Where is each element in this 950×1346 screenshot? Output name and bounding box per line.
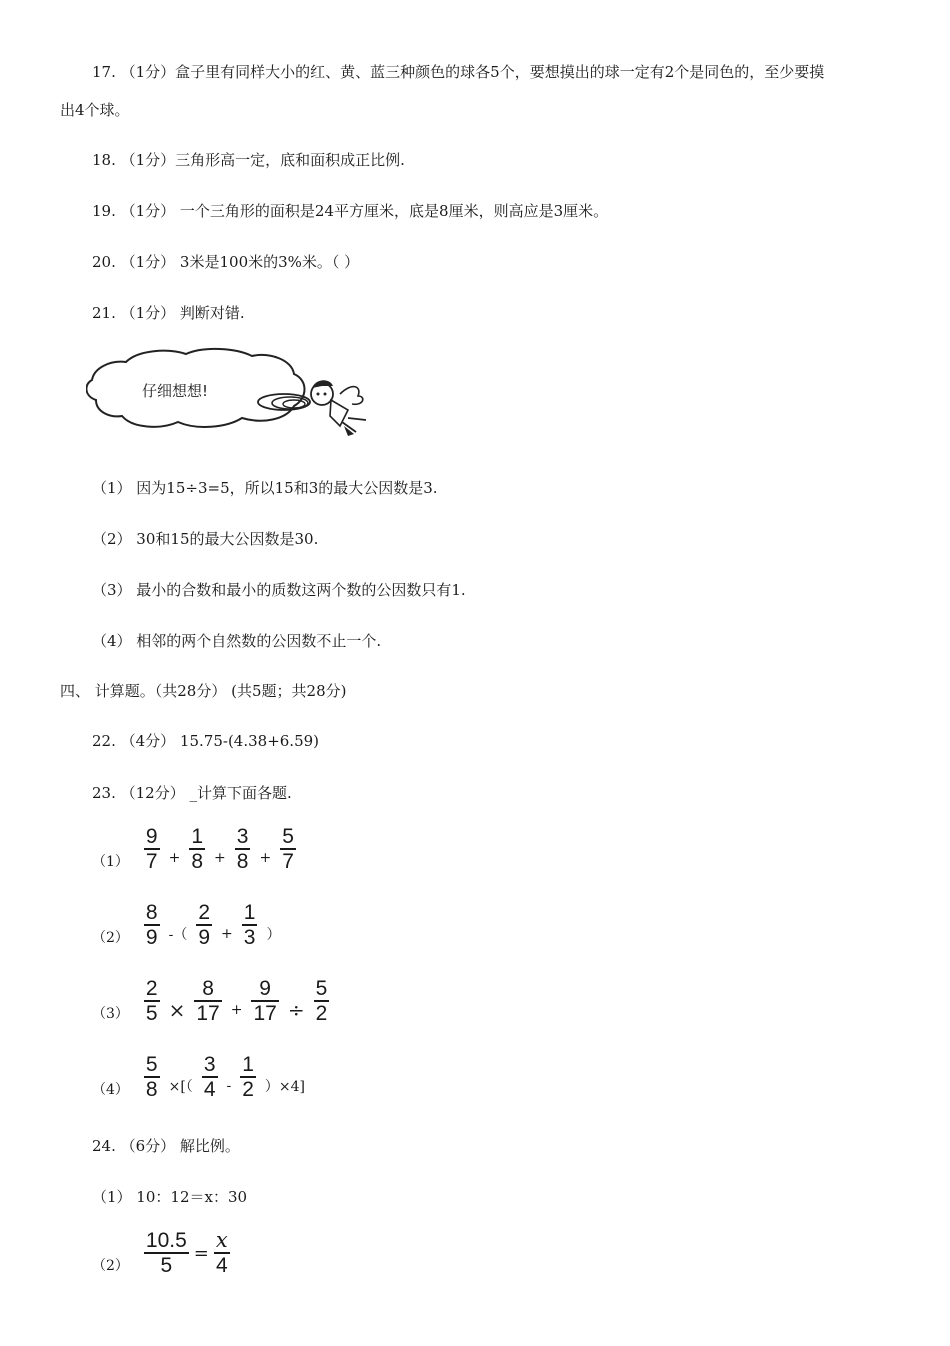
closing-paren: ） xyxy=(266,927,281,943)
fraction: $\frac{5}{2}$ xyxy=(315,977,328,1025)
q23-part-3 xyxy=(92,978,332,1024)
fraction: $\frac{x}{4}$ xyxy=(215,1228,228,1277)
fraction: $\frac{2}{5}$ xyxy=(145,977,158,1025)
operator: + xyxy=(259,850,272,866)
fraction: $\frac{9}{17}$ xyxy=(253,977,277,1025)
operator: + xyxy=(230,1002,243,1018)
q21-item-3: （3） 最小的合数和最小的质数这两个数的公因数只有1. xyxy=(92,581,466,599)
q24-title: 24. （6分） 解比例。 xyxy=(92,1137,240,1155)
cloud-text: 仔细想想! xyxy=(142,382,209,400)
fraction: $\frac{8}{9}$ xyxy=(145,901,158,949)
operator: ×[（ xyxy=(168,1079,193,1095)
operator: + xyxy=(221,926,233,942)
q17-line2: 出4个球。 xyxy=(60,101,130,119)
fraction: $\frac{1}{2}$ xyxy=(242,1053,254,1101)
fraction: $\frac{8}{17}$ xyxy=(196,977,220,1025)
q24-part-2 xyxy=(92,1230,233,1276)
q22: 22. （4分） 15.75-(4.38+6.59) xyxy=(92,732,320,750)
fraction: $\frac{3}{4}$ xyxy=(203,1053,216,1101)
part-label: （2） xyxy=(92,1258,129,1274)
q23-part-2 xyxy=(92,902,280,948)
fraction: $\frac{3}{8}$ xyxy=(236,825,249,873)
fraction: $\frac{10.5}{5}$ xyxy=(145,1229,187,1277)
q23-part-4 xyxy=(92,1054,305,1100)
fraction: $\frac{5}{7}$ xyxy=(282,825,294,873)
part-label: （3） xyxy=(92,1006,129,1022)
closing-bracket: ）×4] xyxy=(264,1079,306,1095)
operator: ÷ xyxy=(287,998,305,1022)
section-four-heading: 四、 计算题。（共28分） (共5题；共28分) xyxy=(60,682,347,700)
part-label: （2） xyxy=(92,930,129,946)
q20: 20. （1分） 3米是100米的3%米。（ ） xyxy=(92,253,360,271)
part-label: （1） xyxy=(92,854,129,870)
part-label: （4） xyxy=(92,1082,129,1098)
fraction: $\frac{2}{9}$ xyxy=(198,901,211,949)
fraction: $\frac{9}{7}$ xyxy=(145,825,158,873)
q23-title: 23. （12分） _计算下面各题. xyxy=(92,784,292,802)
operator: × xyxy=(168,998,186,1022)
operator: - xyxy=(226,1078,232,1094)
q17-line1: 17. （1分）盒子里有同样大小的红、黄、蓝三种颜色的球各5个，要想摸出的球一定有2个是同色的，至少要摸 xyxy=(92,63,825,81)
equals-sign: = xyxy=(193,1242,209,1264)
flying-child-icon xyxy=(311,380,366,436)
q21-item-2: （2） 30和15的最大公因数是30. xyxy=(92,530,319,548)
q24-part-1: （1） 10：12＝x：30 xyxy=(92,1188,248,1206)
q23-part-1 xyxy=(92,826,299,872)
q21-item-4: （4） 相邻的两个自然数的公因数不止一个. xyxy=(92,632,382,650)
operator: + xyxy=(168,850,181,866)
q19: 19. （1分） 一个三角形的面积是24平方厘米，底是8厘米，则高应是3厘米。 xyxy=(92,202,609,220)
fraction: $\frac{1}{3}$ xyxy=(243,901,256,949)
operator: + xyxy=(214,850,226,866)
thinking-cloud-illustration xyxy=(86,346,376,441)
fraction: $\frac{1}{8}$ xyxy=(191,825,204,873)
fraction: $\frac{5}{8}$ xyxy=(145,1053,158,1101)
q21-item-1: （1） 因为15÷3=5，所以15和3的最大公因数是3. xyxy=(92,479,438,497)
q18: 18. （1分）三角形高一定，底和面积成正比例. xyxy=(92,151,405,169)
q21-title: 21. （1分） 判断对错. xyxy=(92,304,245,322)
operator: -（ xyxy=(168,927,188,943)
